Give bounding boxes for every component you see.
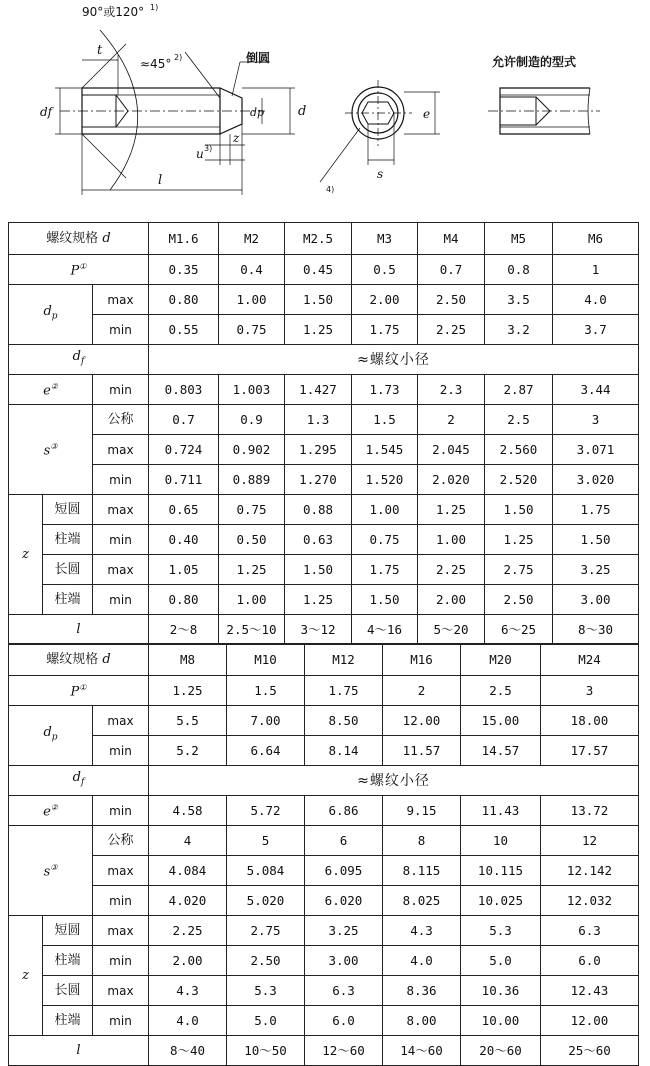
table-cell: 2.5 <box>461 676 541 706</box>
svg-text:s: s <box>377 167 384 181</box>
table-cell: M16 <box>383 644 461 676</box>
table-cell: max <box>93 976 149 1006</box>
table-cell: 1.545 <box>352 435 418 465</box>
table-cell: 12.00 <box>541 1006 639 1036</box>
table-row <box>9 886 639 916</box>
table-cell: M12 <box>305 644 383 676</box>
table-row <box>9 285 639 315</box>
table-cell: 2.25 <box>418 555 485 585</box>
table-cell: max <box>93 706 149 736</box>
table-cell: 5.084 <box>227 856 305 886</box>
table-cell: 18.00 <box>541 706 639 736</box>
table-cell: 3.7 <box>553 315 639 345</box>
table-cell: 1.50 <box>553 525 639 555</box>
svg-text:d: d <box>298 104 307 119</box>
table-row <box>9 1006 639 1036</box>
table-cell: 柱端 <box>43 1006 93 1036</box>
table-row <box>9 435 639 465</box>
table-cell: 2.3 <box>418 375 485 405</box>
table-cell: 短圆 <box>43 916 93 946</box>
table-cell: M3 <box>352 223 418 255</box>
table-cell: 4.3 <box>149 976 227 1006</box>
table-cell: 6.3 <box>541 916 639 946</box>
table-cell: 0.75 <box>219 315 285 345</box>
table-row <box>9 856 639 886</box>
table-cell: 0.35 <box>149 255 219 285</box>
table-cell: 0.55 <box>149 315 219 345</box>
table-cell: 20～60 <box>461 1036 541 1066</box>
svg-text:z: z <box>233 131 240 145</box>
table-cell: 1.3 <box>285 405 352 435</box>
table-cell: 10.025 <box>461 886 541 916</box>
table-cell: 2.00 <box>352 285 418 315</box>
table-cell: 0.5 <box>352 255 418 285</box>
table-cell: 1.50 <box>485 495 553 525</box>
dp-label: $d_p$ <box>9 285 93 345</box>
minor-diameter-note: ≈螺纹小径 <box>149 766 639 796</box>
angle-label: 90°或120° <box>82 5 145 19</box>
table-cell: 2.50 <box>227 946 305 976</box>
table-cell: M20 <box>461 644 541 676</box>
df-label: $d_f$ <box>9 345 149 375</box>
table-cell: 3.5 <box>485 285 553 315</box>
table-cell: 0.40 <box>149 525 219 555</box>
table-cell: 1.520 <box>352 465 418 495</box>
table-cell: max <box>93 555 149 585</box>
table-row <box>9 706 639 736</box>
table-cell: 8.025 <box>383 886 461 916</box>
table-cell: 2.50 <box>485 585 553 615</box>
l-label: l <box>9 615 149 645</box>
table-cell: 2.00 <box>418 585 485 615</box>
table-cell: 5.5 <box>149 706 227 736</box>
table-cell: 15.00 <box>461 706 541 736</box>
table-cell: 7.00 <box>227 706 305 736</box>
table-cell: 10.36 <box>461 976 541 1006</box>
table-row <box>9 644 639 676</box>
svg-text:e: e <box>423 107 431 121</box>
s-label: s③ <box>9 826 93 916</box>
table-cell: M5 <box>485 223 553 255</box>
z-label: z <box>9 495 43 615</box>
table-cell: M1.6 <box>149 223 219 255</box>
svg-text:u: u <box>196 147 204 161</box>
table-cell: 2.87 <box>485 375 553 405</box>
table-cell: min <box>93 886 149 916</box>
table-cell: 0.80 <box>149 585 219 615</box>
table-cell: 4.0 <box>383 946 461 976</box>
svg-text:1): 1) <box>150 3 159 12</box>
table-cell: 9.15 <box>383 796 461 826</box>
table-cell: 2.75 <box>227 916 305 946</box>
pitch-label: P① <box>9 676 149 706</box>
table-cell: min <box>93 1006 149 1036</box>
table-cell: 1.270 <box>285 465 352 495</box>
table-cell: 5～20 <box>418 615 485 645</box>
s-label: s③ <box>9 405 93 495</box>
table-cell: 8.115 <box>383 856 461 886</box>
table-cell: 0.889 <box>219 465 285 495</box>
table-cell: 柱端 <box>43 585 93 615</box>
table-row <box>9 315 639 345</box>
table-cell: 1.5 <box>352 405 418 435</box>
table-cell: 5.0 <box>461 946 541 976</box>
table-cell: 1.50 <box>285 285 352 315</box>
table-cell: 2.25 <box>418 315 485 345</box>
table-cell: M2.5 <box>285 223 352 255</box>
svg-text:df: df <box>40 105 53 119</box>
table-cell: 2.045 <box>418 435 485 465</box>
table-row <box>9 555 639 585</box>
table-row <box>9 766 639 796</box>
table-cell: 3.44 <box>553 375 639 405</box>
table-cell: 2.520 <box>485 465 553 495</box>
table-cell: 12.032 <box>541 886 639 916</box>
table-cell: 4.3 <box>383 916 461 946</box>
table-cell: 0.63 <box>285 525 352 555</box>
table-cell: max <box>93 916 149 946</box>
table-row <box>9 826 639 856</box>
table-cell: 0.711 <box>149 465 219 495</box>
spec-header: 螺纹规格 d <box>9 223 149 255</box>
table-cell: 1.00 <box>219 585 285 615</box>
table-cell: 5 <box>227 826 305 856</box>
table-cell: 25～60 <box>541 1036 639 1066</box>
table-row <box>9 525 639 555</box>
table-cell: max <box>93 435 149 465</box>
table-cell: 3 <box>541 676 639 706</box>
table-cell: 6.0 <box>305 1006 383 1036</box>
table-cell: 4.58 <box>149 796 227 826</box>
table-row <box>9 585 639 615</box>
table-cell: M24 <box>541 644 639 676</box>
table-cell: 8.00 <box>383 1006 461 1036</box>
table-cell: 1.75 <box>553 495 639 525</box>
table-cell: min <box>93 315 149 345</box>
table-cell: 6.3 <box>305 976 383 1006</box>
svg-text:2): 2) <box>174 53 183 62</box>
table-cell: 10～50 <box>227 1036 305 1066</box>
table-cell: 1.427 <box>285 375 352 405</box>
table-cell: 0.75 <box>219 495 285 525</box>
table-cell: 0.80 <box>149 285 219 315</box>
table-cell: 4.0 <box>553 285 639 315</box>
table-cell: 短圆 <box>43 495 93 525</box>
table-row <box>9 615 639 645</box>
table-row <box>9 405 639 435</box>
table-cell: max <box>93 285 149 315</box>
table-cell: 3.2 <box>485 315 553 345</box>
dp-label: $d_p$ <box>9 706 93 766</box>
table-cell: min <box>93 375 149 405</box>
table-cell: 3.071 <box>553 435 639 465</box>
table-cell: 2.75 <box>485 555 553 585</box>
table-cell: max <box>93 495 149 525</box>
table-cell: M8 <box>149 644 227 676</box>
table-cell: 10 <box>461 826 541 856</box>
table-cell: 1.75 <box>352 555 418 585</box>
table-cell: min <box>93 585 149 615</box>
table-cell: 5.72 <box>227 796 305 826</box>
table-row <box>9 946 639 976</box>
table-cell: 4.020 <box>149 886 227 916</box>
table-cell: 3～12 <box>285 615 352 645</box>
table-row <box>9 345 639 375</box>
pitch-label: P① <box>9 255 149 285</box>
table-row <box>9 676 639 706</box>
table-cell: 6.095 <box>305 856 383 886</box>
table-cell: 1.25 <box>149 676 227 706</box>
table-cell: 12.00 <box>383 706 461 736</box>
table-cell: 4～16 <box>352 615 418 645</box>
technical-drawing <box>0 0 650 215</box>
table-cell: 12.142 <box>541 856 639 886</box>
table-row <box>9 796 639 826</box>
table-cell: 3.00 <box>553 585 639 615</box>
table-row <box>9 736 639 766</box>
table-cell: 8.50 <box>305 706 383 736</box>
table-cell: 8.14 <box>305 736 383 766</box>
table-cell: 3.25 <box>305 916 383 946</box>
table-cell: min <box>93 525 149 555</box>
table-cell: 1.5 <box>227 676 305 706</box>
table-cell: 1.75 <box>305 676 383 706</box>
table-cell: 0.9 <box>219 405 285 435</box>
table-cell: 2.020 <box>418 465 485 495</box>
table-cell: 柱端 <box>43 525 93 555</box>
z-label: z <box>9 916 43 1036</box>
table-cell: 1.50 <box>285 555 352 585</box>
table-cell: 1.00 <box>352 495 418 525</box>
table-row <box>9 495 639 525</box>
table-cell: M4 <box>418 223 485 255</box>
table-cell: min <box>93 946 149 976</box>
table-row <box>9 255 639 285</box>
table-cell: 1.25 <box>219 555 285 585</box>
table-cell: 2.50 <box>418 285 485 315</box>
table-cell: 3.25 <box>553 555 639 585</box>
table-cell: 2.00 <box>149 946 227 976</box>
table-cell: 1.25 <box>285 315 352 345</box>
l-label: l <box>9 1036 149 1066</box>
table-cell: M2 <box>219 223 285 255</box>
table-cell: 1.25 <box>418 495 485 525</box>
table-cell: 1.75 <box>352 315 418 345</box>
table-cell: 0.4 <box>219 255 285 285</box>
table-cell: 11.57 <box>383 736 461 766</box>
table-cell: 6.020 <box>305 886 383 916</box>
table-cell: 2.5 <box>485 405 553 435</box>
table-cell: 6.64 <box>227 736 305 766</box>
table-cell: 8.36 <box>383 976 461 1006</box>
table-cell: 10.115 <box>461 856 541 886</box>
table-cell: 0.88 <box>285 495 352 525</box>
table-cell: 5.3 <box>461 916 541 946</box>
table-cell: 1.00 <box>219 285 285 315</box>
table-cell: 0.7 <box>418 255 485 285</box>
angle-45-label: ≈45° <box>140 57 172 71</box>
table-cell: 6.86 <box>305 796 383 826</box>
table-row <box>9 375 639 405</box>
table-cell: 12 <box>541 826 639 856</box>
chamfer-label: 倒圆 <box>246 51 271 65</box>
table-cell: 1.73 <box>352 375 418 405</box>
table-cell: 6.0 <box>541 946 639 976</box>
table-cell: 5.0 <box>227 1006 305 1036</box>
table-cell: 8～40 <box>149 1036 227 1066</box>
table-cell: 0.724 <box>149 435 219 465</box>
table-cell: 0.65 <box>149 495 219 525</box>
allowed-form-label: 允许制造的型式 <box>492 55 577 69</box>
table-cell: max <box>93 856 149 886</box>
table-cell: 0.803 <box>149 375 219 405</box>
table-cell: 8 <box>383 826 461 856</box>
table-cell: 5.3 <box>227 976 305 1006</box>
table-row <box>9 223 639 255</box>
table-cell: 2 <box>418 405 485 435</box>
table-cell: 0.75 <box>352 525 418 555</box>
table-cell: 3.00 <box>305 946 383 976</box>
table-cell: 2 <box>383 676 461 706</box>
table-cell: 4 <box>149 826 227 856</box>
table-cell: 0.7 <box>149 405 219 435</box>
table-cell: 2.25 <box>149 916 227 946</box>
table-cell: 6 <box>305 826 383 856</box>
table-cell: 公称 <box>93 405 149 435</box>
table-cell: 8～30 <box>553 615 639 645</box>
table-cell: 12～60 <box>305 1036 383 1066</box>
spec-header: 螺纹规格 d <box>9 644 149 676</box>
table-cell: 1.003 <box>219 375 285 405</box>
table-cell: 长圆 <box>43 976 93 1006</box>
table-cell: 4.084 <box>149 856 227 886</box>
table-cell: 13.72 <box>541 796 639 826</box>
df-label: $d_f$ <box>9 766 149 796</box>
table-cell: 0.902 <box>219 435 285 465</box>
table-cell: 0.8 <box>485 255 553 285</box>
table-cell: 1.00 <box>418 525 485 555</box>
table-row <box>9 976 639 1006</box>
table-cell: 3.020 <box>553 465 639 495</box>
table-cell: 11.43 <box>461 796 541 826</box>
svg-text:t: t <box>97 43 103 58</box>
table-cell: 4.0 <box>149 1006 227 1036</box>
table-cell: 2～8 <box>149 615 219 645</box>
table-cell: 长圆 <box>43 555 93 585</box>
table-cell: 1.295 <box>285 435 352 465</box>
table-cell: 1.50 <box>352 585 418 615</box>
table-cell: 柱端 <box>43 946 93 976</box>
spec-table-1 <box>8 222 639 645</box>
table-cell: 17.57 <box>541 736 639 766</box>
table-cell: 5.2 <box>149 736 227 766</box>
spec-table-2 <box>8 643 639 1066</box>
table-cell: 14.57 <box>461 736 541 766</box>
table-cell: M6 <box>553 223 639 255</box>
e-label: e② <box>9 796 93 826</box>
table-cell: 14～60 <box>383 1036 461 1066</box>
table-cell: min <box>93 736 149 766</box>
table-cell: 6～25 <box>485 615 553 645</box>
table-cell: min <box>93 465 149 495</box>
table-row <box>9 916 639 946</box>
table-row <box>9 1036 639 1066</box>
table-cell: 12.43 <box>541 976 639 1006</box>
table-cell: 0.45 <box>285 255 352 285</box>
table-cell: 2.5～10 <box>219 615 285 645</box>
table-cell: M10 <box>227 644 305 676</box>
svg-text:l: l <box>158 173 163 188</box>
table-cell: 10.00 <box>461 1006 541 1036</box>
table-cell: 0.50 <box>219 525 285 555</box>
table-cell: 3 <box>553 405 639 435</box>
e-label: e② <box>9 375 93 405</box>
table-cell: min <box>93 796 149 826</box>
table-row <box>9 465 639 495</box>
table-cell: 5.020 <box>227 886 305 916</box>
table-cell: 2.560 <box>485 435 553 465</box>
table-cell: 1.25 <box>485 525 553 555</box>
table-cell: 1 <box>553 255 639 285</box>
table-cell: 1.05 <box>149 555 219 585</box>
minor-diameter-note: ≈螺纹小径 <box>149 345 639 375</box>
table-cell: 1.25 <box>285 585 352 615</box>
svg-text:3): 3) <box>204 144 213 153</box>
table-cell: 公称 <box>93 826 149 856</box>
svg-text:4): 4) <box>326 185 335 194</box>
svg-text:dp: dp <box>250 106 265 119</box>
